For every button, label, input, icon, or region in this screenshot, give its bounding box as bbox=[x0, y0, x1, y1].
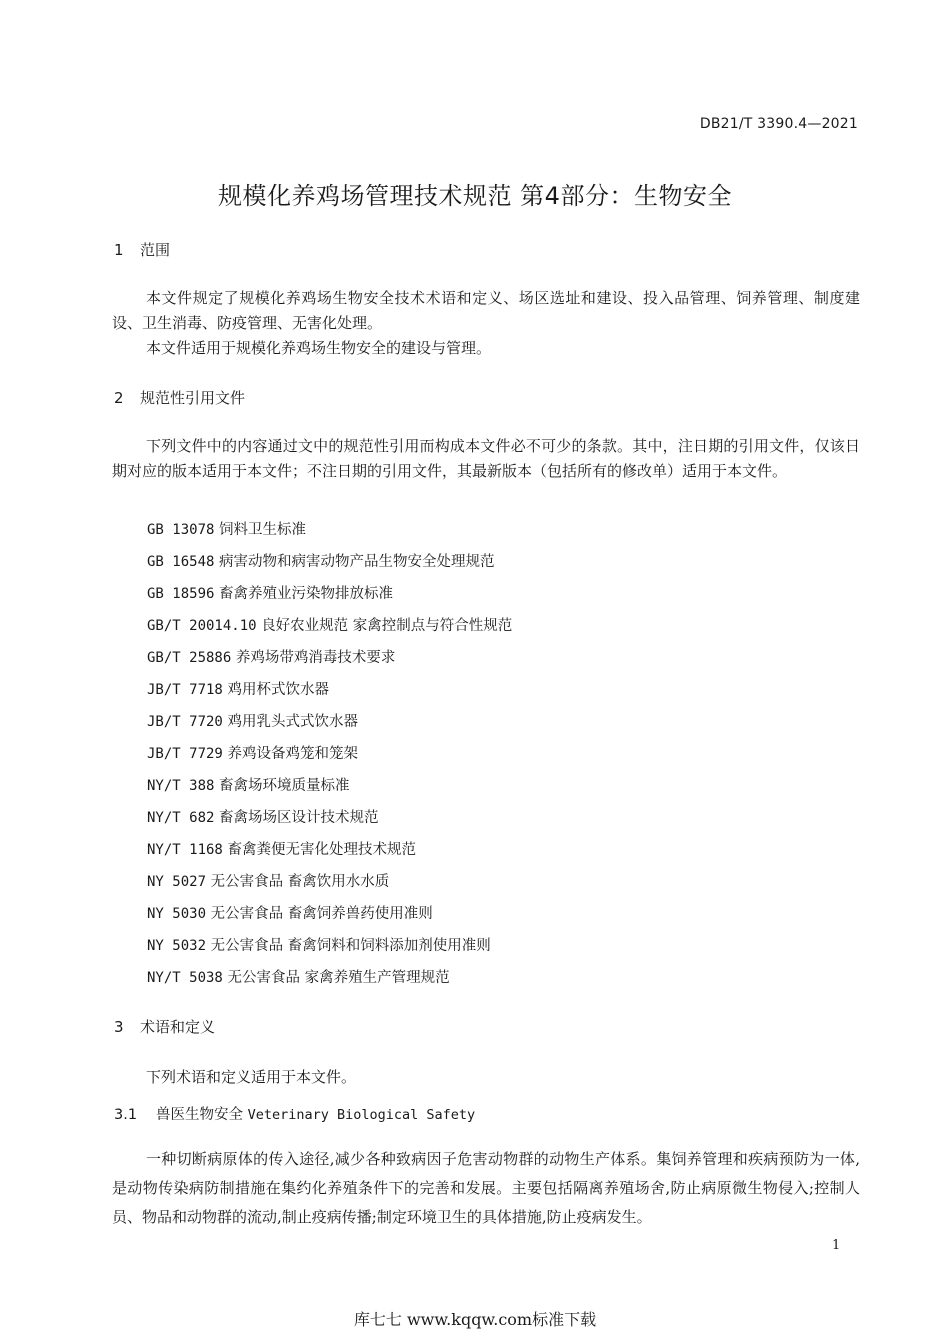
section-title: 规范性引用文件 bbox=[140, 389, 246, 407]
section-title: 术语和定义 bbox=[140, 1018, 216, 1036]
reference-item: GB/T 20014.10 良好农业规范 家禽控制点与符合性规范 bbox=[147, 618, 513, 634]
reference-item: JB/T 7729 养鸡设备鸡笼和笼架 bbox=[147, 746, 358, 762]
section-1-heading bbox=[114, 239, 170, 260]
reference-item: NY/T 388 畜禽场环境质量标准 bbox=[147, 778, 350, 794]
reference-item: NY 5027 无公害食品 畜禽饮用水水质 bbox=[147, 874, 390, 890]
footer-watermark: 库七七 www.kqqw.com标准下载 bbox=[353, 1310, 597, 1329]
term-3-1-definition: 一种切断病原体的传入途径,减少各种致病因子危害动物群的动物生产体系。集饲养管理和疾病预防为一体,是动物传染病防制措施在集约化养殖条件下的完善和发展。主要包括隔离养殖场舍,防止病原微生物侵入;控制人员、物品和动物群的流动,制止疫病传播;制定环境卫生的具体措施,防止疫病发生。 bbox=[112, 1150, 860, 1226]
reference-item: JB/T 7720 鸡用乳头式式饮水器 bbox=[147, 714, 358, 730]
section-3-heading bbox=[114, 1016, 215, 1037]
section-number: 3 bbox=[114, 1018, 124, 1036]
reference-item: NY/T 1168 畜禽粪便无害化处理技术规范 bbox=[147, 842, 416, 858]
term-3-1-heading bbox=[114, 1103, 475, 1124]
reference-item: GB 16548 病害动物和病害动物产品生物安全处理规范 bbox=[147, 554, 495, 570]
reference-item: GB 18596 畜禽养殖业污染物排放标准 bbox=[147, 586, 394, 602]
page-number: 1 bbox=[832, 1238, 841, 1253]
section-1-paragraph-2: 本文件适用于规模化养鸡场生物安全的建设与管理。 bbox=[146, 339, 492, 357]
term-en: Veterinary Biological Safety bbox=[247, 1107, 476, 1123]
reference-item: GB 13078 饲料卫生标准 bbox=[147, 522, 307, 538]
section-number: 2 bbox=[114, 389, 124, 407]
reference-item: NY 5030 无公害食品 畜禽饲养兽药使用准则 bbox=[147, 906, 433, 922]
term-number: 3.1 bbox=[114, 1107, 138, 1123]
reference-item: GB/T 25886 养鸡场带鸡消毒技术要求 bbox=[147, 650, 396, 666]
reference-item: NY/T 682 畜禽场场区设计技术规范 bbox=[147, 810, 379, 826]
reference-item: NY 5032 无公害食品 畜禽饲料和饲料添加剂使用准则 bbox=[147, 938, 491, 954]
section-3-intro: 下列术语和定义适用于本文件。 bbox=[146, 1068, 357, 1086]
reference-item: NY/T 5038 无公害食品 家禽养殖生产管理规范 bbox=[147, 970, 450, 986]
section-1-paragraph-1: 本文件规定了规模化养鸡场生物安全技术术语和定义、场区选址和建设、投入品管理、饲养管理、制度建设、卫生消毒、防疫管理、无害化处理。 bbox=[112, 289, 860, 332]
document-id: DB21/T 3390.4—2021 bbox=[699, 116, 858, 132]
document-title: 规模化养鸡场管理技术规范 第4部分：生物安全 bbox=[218, 182, 732, 210]
term-zh: 兽医生物安全 bbox=[156, 1107, 243, 1123]
section-number: 1 bbox=[114, 241, 124, 259]
section-title: 范围 bbox=[140, 241, 171, 259]
reference-item: JB/T 7718 鸡用杯式饮水器 bbox=[147, 682, 329, 698]
section-2-intro: 下列文件中的内容通过文中的规范性引用而构成本文件必不可少的条款。其中，注日期的引用文件，仅该日期对应的版本适用于本文件；不注日期的引用文件，其最新版本（包括所有的修改单）适用于本文件。 bbox=[112, 437, 860, 480]
section-2-heading bbox=[114, 387, 245, 408]
